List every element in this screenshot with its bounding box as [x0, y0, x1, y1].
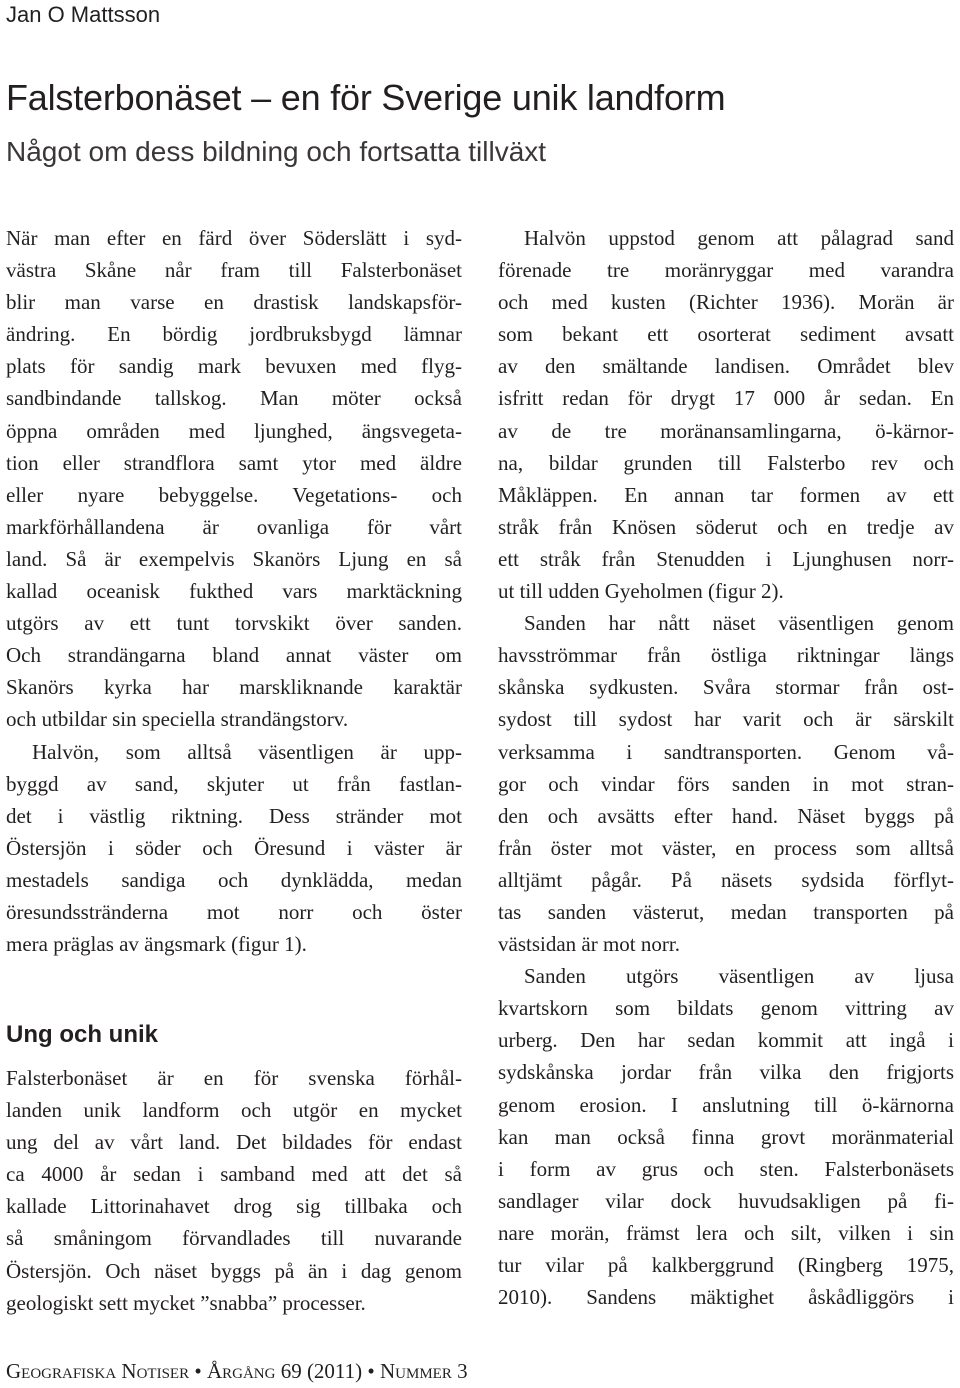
text-line: kan man också finna grovt moränmaterial [498, 1124, 954, 1149]
text-line: sydost till sydost har varit och är särskilt [498, 707, 954, 732]
journal-footer: Geografiska Notiser • Årgång 69 (2011) • Nummer 3 [6, 1359, 468, 1383]
text-line: plats för sandig mark bevuxen med flyg- [6, 354, 462, 379]
section-heading: Ung och unik [6, 1021, 158, 1048]
left-column-lower [6, 1062, 462, 1319]
text-line: ändring. En bördig jordbruksbygd lämnar [6, 322, 462, 347]
text-line: sandbindande tallskog. Man möter också [6, 386, 462, 411]
text-line: så småningom förvandlades till nuvarande [6, 1226, 462, 1251]
paragraph [498, 960, 954, 1313]
text-line: genom erosion. I anslutning till ö-kärnorna [498, 1092, 954, 1117]
text-line: öresundsstränderna mot norr och öster [6, 899, 462, 924]
text-line: ung del av vårt land. Det bildades för endast [6, 1130, 462, 1155]
text-line: sydskånska jordar från vilka den frigjorts [498, 1060, 954, 1085]
text-line: Sanden har nått näset väsentligen genom [524, 611, 954, 636]
text-line: Sanden utgörs väsentligen av ljusa [524, 964, 954, 989]
text-line: utgörs av ett tunt torvskikt över sanden. [6, 611, 462, 636]
text-line: kvartskorn som bildats genom vittring av [498, 996, 954, 1021]
text-line: kallade Littorinahavet drog sig tillbaka och [6, 1194, 462, 1219]
text-line: västra Skåne når fram till Falsterbonäset [6, 258, 462, 283]
text-line: land. Så är exempelvis Skanörs Ljung en så [6, 546, 462, 571]
text-line: markförhållandena är ovanliga för vårt [6, 514, 462, 539]
text-line: ca 4000 år sedan i samband med att det så [6, 1162, 462, 1187]
text-line: av de tre moränansamlingarna, ö-kärnor- [498, 418, 954, 443]
text-line: av den smältande landisen. Området blev [498, 354, 954, 379]
text-line: alltjämt pågår. På näsets sydsida förflyt- [498, 867, 954, 892]
text-line: tur vilar på kalkberggrund (Ringberg 1975, [498, 1253, 954, 1277]
paragraph [498, 222, 954, 607]
text-line: verksamma i sandtransporten. Genom vå- [498, 739, 954, 764]
text-line: skånska sydkusten. Svåra stormar från ost- [498, 675, 954, 700]
article-subtitle: Något om dess bildning och fortsatta tillväxt [6, 136, 547, 167]
text-line: Skanörs kyrka har marskliknande karaktär [6, 675, 462, 700]
text-line: nare morän, främst lera och silt, vilken i sin [498, 1220, 954, 1245]
text-line: När man efter en färd över Söderslätt i syd- [6, 226, 462, 250]
paragraph [6, 1062, 462, 1319]
text-line: landen unik landform och utgör en mycket [6, 1098, 462, 1123]
text-line: och utbildar sin speciella strandängstorv. [6, 707, 349, 732]
text-line: förenade tre moränryggar med varandra [498, 258, 954, 283]
text-line: eller nyare bebyggelse. Vegetations- och [6, 482, 462, 507]
text-line: ett stråk från Stenudden i Ljunghusen norr- [498, 546, 954, 571]
text-line: västsidan är mot norr. [498, 932, 680, 957]
text-line: Halvön, som alltså väsentligen är upp- [32, 739, 462, 764]
text-line: havsströmmar från östliga riktningar längs [498, 643, 954, 668]
text-line: stråk från Knösen söderut och en tredje av [498, 514, 954, 539]
text-line: som bekant ett osorterat sediment avsatt [498, 322, 954, 347]
right-column [498, 222, 954, 1313]
article-title: Falsterbonäset – en för Sverige unik landform [6, 77, 726, 118]
text-line: i form av grus och sten. Falsterbonäsets [498, 1156, 954, 1181]
text-line: Östersjön i söder och Öresund i väster är [6, 835, 462, 860]
text-line: från öster mot väster, en process som alltså [498, 835, 954, 860]
text-line: urberg. Den har sedan kommit att ingå i [498, 1028, 954, 1053]
text-line: Måkläppen. En annan tar formen av ett [498, 482, 954, 507]
text-line: blir man varse en drastisk landskapsför- [6, 290, 462, 315]
text-line: det i västlig riktning. Dess stränder mot [6, 803, 462, 828]
text-line: och med kusten (Richter 1936). Morän är [498, 290, 954, 315]
text-line: den och avsätts efter hand. Näset byggs på [498, 803, 954, 828]
text-line: 2010). Sandens mäktighet åskådliggörs i [498, 1285, 954, 1310]
text-line: Östersjön. Och näset byggs på än i dag genom [6, 1258, 462, 1283]
text-line: Falsterbonäset är en för svenska förhål- [6, 1066, 462, 1090]
text-line: ut till udden Gyeholmen (figur 2). [498, 579, 784, 604]
text-line: mestadels sandiga och dynklädda, medan [6, 867, 462, 892]
paragraph [498, 607, 954, 960]
text-line: na, bildar grunden till Falsterbo rev och [498, 450, 954, 475]
text-line: Halvön uppstod genom att pålagrad sand [524, 226, 954, 250]
paragraph [6, 222, 462, 736]
text-line: sandlager vilar dock huvudsakligen på fi- [498, 1188, 954, 1213]
text-line: tion eller strandflora samt ytor med äldre [6, 450, 462, 475]
text-line: gor och vindar förs sanden in mot stran- [498, 771, 954, 796]
text-line: byggd av sand, skjuter ut från fastlan- [6, 771, 462, 796]
text-line: tas sanden västerut, medan transporten på [498, 899, 954, 924]
text-line: mera präglas av ängsmark (figur 1). [6, 932, 307, 957]
text-line: isfritt redan för drygt 17 000 år sedan. En [498, 386, 954, 411]
text-line: Och strandängarna bland annat väster om [6, 643, 462, 668]
text-line: kallad oceanisk fukthed vars marktäckning [6, 579, 462, 604]
left-column [6, 222, 462, 960]
text-line: öppna områden med ljunghed, ängsvegeta- [6, 418, 462, 443]
paragraph [6, 736, 462, 961]
author-name: Jan O Mattsson [6, 2, 161, 27]
text-line: geologiskt sett mycket ”snabba” processer. [6, 1290, 366, 1315]
